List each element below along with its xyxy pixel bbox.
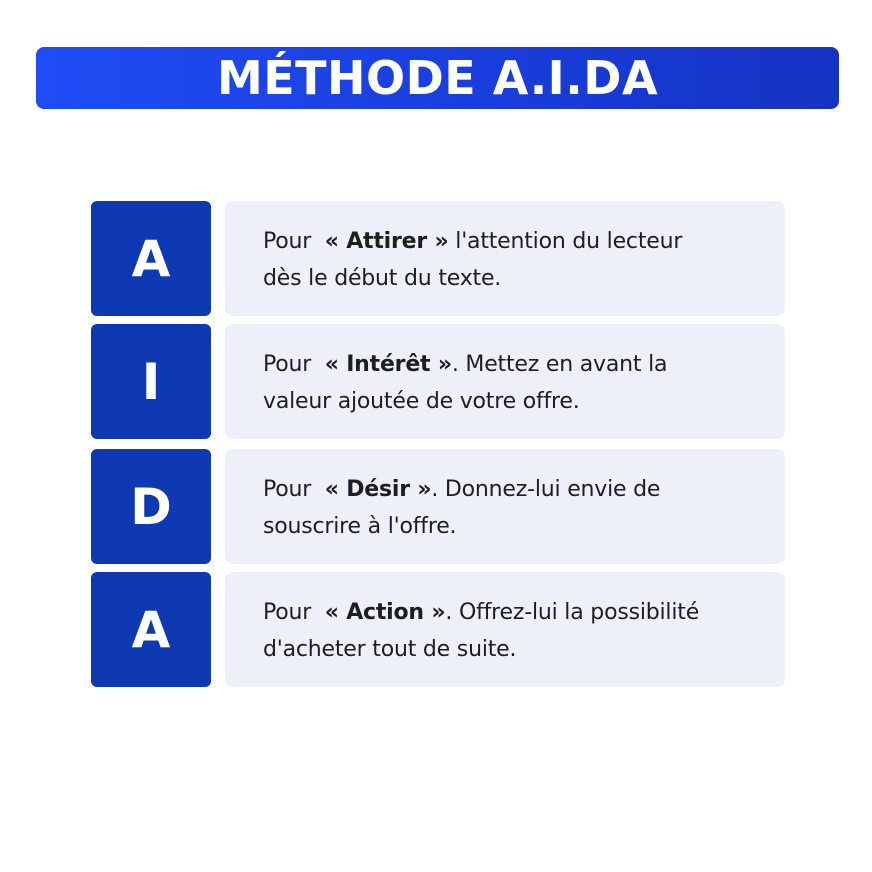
desc-rest: l'attention du lecteur <box>448 229 683 254</box>
step-letter: D <box>130 477 172 536</box>
letter-box <box>91 324 211 439</box>
desc-prefix: Pour <box>263 600 325 625</box>
desc-line2: valeur ajoutée de votre offre. <box>263 389 580 414</box>
desc-line2: d'acheter tout de suite. <box>263 637 517 662</box>
step-description <box>263 346 765 420</box>
step-letter: I <box>141 352 161 411</box>
step-description <box>263 223 765 297</box>
desc-keyword: « Attirer » <box>324 229 449 254</box>
letter-box <box>91 449 211 564</box>
step-desire <box>91 449 785 564</box>
description-box <box>225 572 785 687</box>
desc-keyword: « Action » <box>324 600 446 625</box>
desc-line2: souscrire à l'offre. <box>263 514 457 539</box>
title-banner <box>36 47 839 109</box>
desc-rest: . Donnez-lui envie de <box>431 477 661 502</box>
description-box <box>225 449 785 564</box>
letter-box <box>91 572 211 687</box>
desc-rest: . Offrez-lui la possibilité <box>445 600 700 625</box>
desc-rest: . Mettez en avant la <box>451 352 668 377</box>
page-title: MÉTHODE A.I.DA <box>216 51 659 105</box>
step-letter: A <box>131 229 171 288</box>
step-letter: A <box>131 600 171 659</box>
desc-prefix: Pour <box>263 229 325 254</box>
letter-box <box>91 201 211 316</box>
step-action <box>91 572 785 687</box>
desc-keyword: « Désir » <box>324 477 432 502</box>
step-attention <box>91 201 785 316</box>
step-description <box>263 471 765 545</box>
description-box <box>225 324 785 439</box>
description-box <box>225 201 785 316</box>
desc-line2: dès le début du texte. <box>263 266 502 291</box>
desc-keyword: « Intérêt » <box>324 352 452 377</box>
step-description <box>263 594 765 668</box>
step-interest <box>91 324 785 439</box>
desc-prefix: Pour <box>263 352 325 377</box>
desc-prefix: Pour <box>263 477 325 502</box>
